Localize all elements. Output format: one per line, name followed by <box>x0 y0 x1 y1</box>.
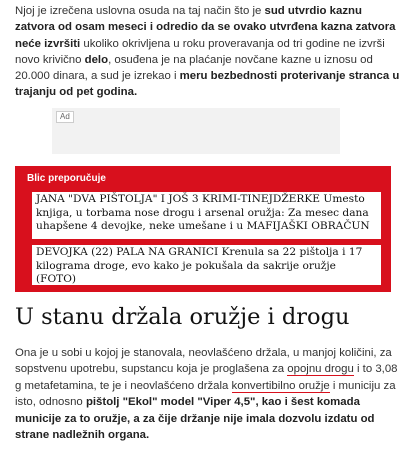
advertisement[interactable] <box>52 108 340 154</box>
weapon-link[interactable]: konvertibilno oružje <box>231 379 330 392</box>
recommendations-box <box>15 166 391 292</box>
recommendations-title: Blic preporučuje <box>27 173 106 184</box>
text-segment: Ona je u sobi u kojoj je stanovala, neovlašćeno držala, u manjoj količini, za sopstvenu upotrebu, supstancu koja je proglašena za <box>15 347 392 376</box>
bold-segment: sud utvrdio kaznu zatvora od osam meseci i odredio da se ovako utvrđena kazna zatvora neće izvršiti <box>15 5 396 50</box>
text-segment: ukoliko okrivljena u roku proveravanja od tri godine ne izvrši novo krivično <box>15 37 385 66</box>
bold-segment: pištolj "Ekol" model "Viper 4,5", kao i šest komada municije za to oružje, a za čije držanje nije imala dozvolu izdatu od strane nadležnih organa. <box>15 396 375 442</box>
drug-link[interactable]: opojnu drogu <box>287 363 354 376</box>
bold-segment: meru bezbednosti proterivanje stranca u trajanju od pet godina. <box>15 70 400 99</box>
text-segment: i municiju za isto, odnosno <box>15 379 396 409</box>
recommendation-link[interactable]: JANA "DVA PIŠTOLJA" I JOŠ 3 KRIMI-TINEJDŽERKE Umesto knjiga, u torbama nose drogu i arsenal oružja: Za mesec dana uhapšene 4 devojke, neke umešane i u MAFIJAŠKI OBRAČUN <box>29 192 381 239</box>
article-paragraph <box>15 3 400 101</box>
recommendation-link[interactable]: DEVOJKA (22) PALA NA GRANICI Krenula sa 22 pištolja i 17 kilograma droge, evo kako je pokušala da sakrije oružje (FOTO) <box>29 245 381 285</box>
text-segment: , osuđena je na plaćanje novčane kazne u iznosu od 20.000 dinara, a sud je izrekao i <box>15 53 373 83</box>
bold-segment: delo <box>84 53 109 66</box>
article-paragraph <box>15 345 400 443</box>
text-segment: i to 3,08 g metafetamina, te je i neovlašćeno držala <box>15 363 398 392</box>
section-heading: U stanu držala oružje i drogu <box>15 304 350 330</box>
ad-label: Ad <box>56 111 74 123</box>
text-segment: Njoj je izrečena uslovna osuda na taj način što je <box>15 5 265 17</box>
